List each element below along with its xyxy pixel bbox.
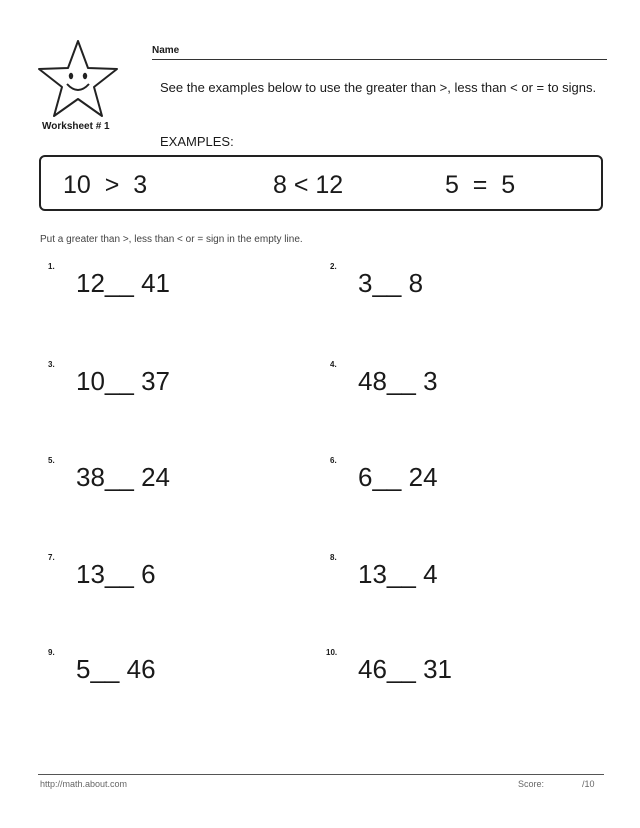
problem-number: 10. — [326, 648, 338, 657]
problem-expression: 10__ 37 — [76, 366, 170, 396]
problem-number: 8. — [330, 553, 337, 562]
example-1: 10 > 3 — [63, 171, 148, 199]
problem-number: 7. — [48, 553, 55, 562]
instructions: See the examples below to use the greater than >, less than < or = to signs. — [160, 80, 597, 95]
footer-url: http://math.about.com — [40, 779, 128, 789]
score-total: /10 — [582, 779, 595, 789]
problem-number: 4. — [330, 360, 337, 369]
problem-number: 6. — [330, 456, 337, 465]
star-logo-icon — [36, 38, 120, 120]
footer-divider — [38, 774, 604, 775]
name-line — [152, 59, 607, 60]
name-label: Name — [152, 45, 180, 56]
problem-number: 2. — [330, 262, 337, 271]
directions: Put a greater than >, less than < or = sign in the empty line. — [40, 234, 303, 245]
problem-expression: 5__ 46 — [76, 654, 156, 684]
problem-number: 3. — [48, 360, 55, 369]
examples-label: EXAMPLES: — [160, 134, 234, 149]
example-3: 5 = 5 — [445, 171, 516, 199]
problem-number: 9. — [48, 648, 55, 657]
problem-expression: 38__ 24 — [76, 462, 170, 492]
example-2: 8 < 12 — [273, 171, 344, 199]
score-label: Score: — [518, 779, 545, 789]
problem-number: 5. — [48, 456, 55, 465]
problem-number: 1. — [48, 262, 55, 271]
problem-expression: 12__ 41 — [76, 268, 170, 298]
problem-expression: 48__ 3 — [358, 366, 438, 396]
problem-expression: 6__ 24 — [358, 462, 438, 492]
examples-box — [39, 155, 603, 211]
problem-expression: 46__ 31 — [358, 654, 452, 684]
problem-expression: 13__ 4 — [358, 559, 438, 589]
problem-expression: 13__ 6 — [76, 559, 156, 589]
problem-expression: 3__ 8 — [358, 268, 424, 298]
worksheet-label: Worksheet # 1 — [42, 121, 110, 132]
